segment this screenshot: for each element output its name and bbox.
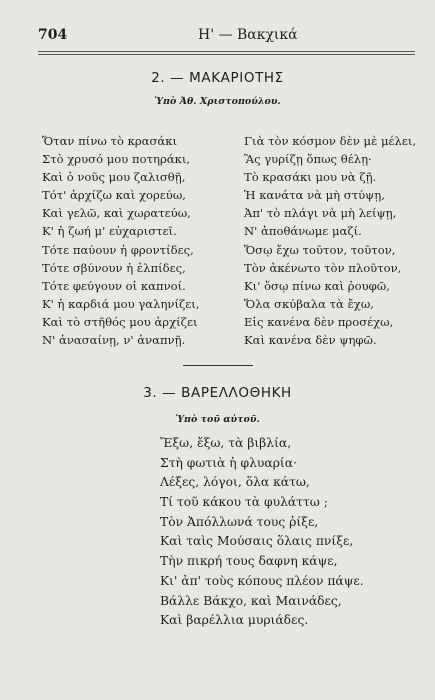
poem-line: Καὶ βαρέλλια μυριάδες.: [160, 613, 309, 628]
poem-line: Τότε παύουν ἡ φροντίδες,: [42, 242, 194, 257]
poem-line: Τὸν ἀκένωτο τὸν πλοῦτον,: [244, 260, 402, 275]
poem-line: Τότ' ἀρχίζω καὶ χορεύω,: [42, 188, 186, 203]
section-3-title: 3. — ΒΑΡΕΛΛΟΘΗΚΗ: [143, 385, 292, 401]
poem-line: Τότε φεύγουν οἱ καπνοί.: [42, 278, 186, 293]
poem-line: Ἔξω, ἔξω, τὰ βιβλία,: [160, 436, 292, 450]
section-2-byline: Ὑπὸ Ἀθ. Χριστοπούλου.: [154, 96, 281, 107]
poem-line: Καὶ ὁ νοῦς μου ζαλισθῇ,: [42, 170, 186, 185]
poem-line: Τὸν Ἀπόλλωνά τους ῥίξε,: [160, 514, 319, 529]
poem-line: Ν' ἀνασαίνῃ, ν' ἀναπνῇ.: [42, 333, 186, 348]
section-3-byline: Ὑπὸ τοῦ αὐτοῦ.: [175, 414, 260, 425]
poem-bottom-column: [160, 434, 364, 631]
poem-line: Κι' ὅσῳ πίνω καὶ ῥουφῶ,: [244, 278, 390, 293]
section-2-title: 2. — ΜΑΚΑΡΙΟΤΗΣ: [151, 70, 284, 86]
poem-line: Καὶ τὸ στῆθός μου ἀρχίζει: [42, 314, 198, 329]
poem-line: Καὶ κανένα δὲν ψηφῶ.: [244, 333, 377, 348]
header-rule: [38, 51, 415, 55]
poem-line: Ὅταν πίνω τὸ κρασάκι: [42, 134, 178, 148]
poem-line: Τί τοῦ κάκου τὰ φυλάττω ;: [160, 495, 328, 510]
poem-line: Κ' ἡ ζωή μ' εὐχαριστεῖ.: [42, 224, 177, 239]
page-number: 704: [38, 27, 68, 43]
section-divider: [183, 365, 253, 366]
poem-line: Ἡ κανάτα νὰ μὴ στύψῃ,: [244, 188, 385, 203]
poem-line: Βάλλε Βάκχο, καὶ Μαινάδες,: [160, 593, 342, 608]
poem-right-column: [244, 132, 416, 349]
poem-line: Τὴν πικρή τους δαφνη κάψε,: [160, 554, 338, 569]
poem-line: Ὅσῳ ἔχω τοῦτον, τοῦτον,: [244, 242, 396, 257]
poem-line: Λέξες, λόγοι, ὅλα κάτω,: [160, 475, 310, 490]
poem-line: Ὅλα σκύβαλα τὰ ἔχω,: [244, 296, 374, 311]
poem-left-column: [42, 132, 200, 349]
poem-line: Κι' ἀπ' τοὺς κόπους πλέον πάψε.: [160, 573, 364, 588]
running-head: Η' — Βακχικά: [198, 27, 298, 43]
poem-line: Ν' ἀποθάνωμε μαζί.: [244, 224, 362, 239]
poem-line: Καὶ γελῶ, καὶ χωρατεύω,: [42, 206, 191, 221]
poem-line: Εἰς κανένα δὲν προσέχω,: [244, 314, 394, 329]
poem-line: Ἀπ' τὸ πλάγι νὰ μὴ λείψῃ,: [244, 206, 397, 221]
poem-line: Γιὰ τὸν κόσμον δὲν μὲ μέλει,: [244, 134, 417, 148]
poem-line: Στὴ φωτιὰ ἡ φλυαρία·: [160, 455, 297, 470]
poem-line: Τὸ κρασάκι μου νὰ ζῇ.: [244, 170, 377, 185]
poem-line: Κ' ἡ καρδιά μου γαληνίζει,: [42, 296, 200, 311]
poem-line: Τότε σβύνουν ἡ ἐλπίδες,: [42, 260, 186, 275]
poem-line: Καὶ ταὶς Μούσαις ὅλαις πνίξε,: [160, 534, 354, 549]
poem-line: Ἂς γυρίζῃ ὅπως θέλῃ·: [244, 152, 372, 167]
page-header: [38, 27, 415, 47]
poem-line: Στὸ χρυσό μου ποτηράκι,: [42, 152, 191, 167]
